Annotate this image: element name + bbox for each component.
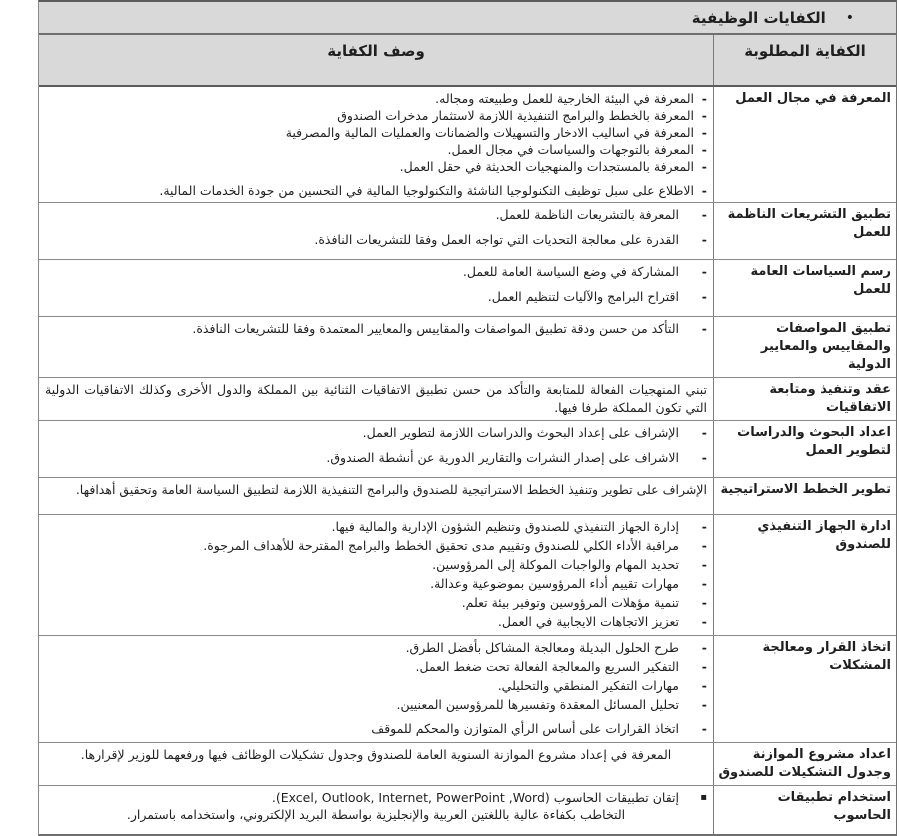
dash-bullet-icon: -	[701, 697, 707, 712]
section-title: الكفايات الوظيفية	[691, 8, 826, 27]
required-competency-label: اتخاذ القرار ومعالجة المشكلات	[713, 636, 896, 742]
description-item-text: المعرفة بالمستجدات والمنهجيات الحديثة في حقل العمل.	[399, 159, 694, 174]
description-item-text: الإشراف على إعداد البحوث والدراسات اللازمة لتطوير العمل.	[362, 425, 679, 440]
dash-bullet-icon: -	[701, 108, 707, 123]
dash-bullet-icon: -	[701, 207, 707, 222]
description-list-item	[45, 613, 707, 630]
description-item-text: طرح الحلول البديلة ومعالجة المشاكل بأفضل الطرق.	[405, 640, 679, 655]
required-competency-label: المعرفة في مجال العمل	[713, 87, 896, 202]
required-competency-label: اعداد مشروع الموازنة وجدول التشكيلات للصندوق	[713, 743, 896, 785]
dash-bullet-icon: -	[701, 678, 707, 693]
dash-bullet-icon: -	[701, 289, 707, 304]
required-competency-label: تطبيق التشريعات الناظمة للعمل	[713, 203, 896, 259]
description-list-item	[45, 449, 707, 466]
description-list-item	[45, 141, 707, 158]
description-item-text: الاشراف على إصدار النشرات والتقارير الدورية عن أنشطة الصندوق.	[326, 450, 679, 465]
competency-description-cell	[39, 378, 713, 420]
description-item-text: مهارات التفكير المنطقي والتحليلي.	[497, 678, 679, 693]
description-list-item	[45, 658, 707, 675]
dash-bullet-icon: -	[701, 595, 707, 610]
dash-bullet-icon: -	[701, 425, 707, 440]
table-body	[39, 87, 896, 836]
description-item-text: التفكير السريع والمعالجة الفعالة تحت ضغط العمل.	[415, 659, 679, 674]
description-list-item	[45, 158, 707, 175]
description-list-item	[45, 639, 707, 656]
description-extra-line: التخاطب بكفاءة عالية باللغتين العربية والإنجليزية بواسطة البريد الإلكتروني، واستخدامه باستمرار.	[126, 807, 626, 822]
description-list-item	[45, 424, 707, 441]
table-row	[39, 478, 896, 515]
table-row	[39, 421, 896, 478]
bullet-icon: •	[845, 9, 854, 26]
required-competency-label: عقد وتنفيذ ومتابعة الاتفاقيات	[713, 378, 896, 420]
dash-bullet-icon: -	[701, 321, 707, 336]
description-item-text: تحديد المهام والواجبات الموكلة إلى المرؤوسين.	[432, 557, 679, 572]
dash-bullet-icon: -	[701, 538, 707, 553]
description-item-text: المعرفة في اساليب الادخار والتسهيلات والضمانات والعمليات المالية والمصرفية	[285, 125, 694, 140]
description-list-item	[45, 288, 707, 305]
competency-description-cell	[39, 317, 713, 377]
competency-description-cell	[39, 260, 713, 316]
description-list-item	[45, 124, 707, 141]
dash-bullet-icon: -	[701, 450, 707, 465]
table-row	[39, 203, 896, 260]
dash-bullet-icon: -	[701, 721, 707, 736]
description-list-item	[45, 182, 707, 199]
dash-bullet-icon: -	[701, 125, 707, 140]
required-competency-label: رسم السياسات العامة للعمل	[713, 260, 896, 316]
competency-description-cell	[39, 87, 713, 202]
description-list-item	[45, 518, 707, 535]
table-row	[39, 786, 896, 836]
description-list-item	[45, 107, 707, 124]
dash-bullet-icon: -	[701, 142, 707, 157]
column-header-competency-description: وصف الكفاية	[327, 42, 425, 60]
description-item-text: مراقبة الأداء الكلي للصندوق وتقييم مدى تحقيق الخطط والبرامج المقترحة للأهداف المرجوة.	[203, 538, 679, 553]
section-title-row	[39, 2, 896, 35]
description-list-item	[45, 677, 707, 694]
description-list-item	[45, 263, 707, 280]
description-list-item	[45, 556, 707, 573]
description-item-text: المعرفة بالتشريعات الناظمة للعمل.	[495, 207, 679, 222]
description-list-item	[45, 594, 707, 611]
dash-bullet-icon: -	[701, 519, 707, 534]
dash-bullet-icon: -	[701, 659, 707, 674]
description-item-text: مهارات تقييم أداء المرؤوسين بموضوعية وعدالة.	[430, 576, 679, 591]
description-paragraph: الإشراف على تطوير وتنفيذ الخطط الاستراتيجية للصندوق والبرامج التنفيذية اللازمة لتطبيق السياسة العامة وتحقيق أهدافها.	[75, 482, 707, 497]
description-list-item	[45, 537, 707, 554]
dash-bullet-icon: -	[701, 159, 707, 174]
dash-bullet-icon: -	[701, 264, 707, 279]
table-row	[39, 317, 896, 378]
required-competency-label: اعداد البحوث والدراسات لتطوير العمل	[713, 421, 896, 477]
description-item-text: اقتراح البرامج والآليات لتنظيم العمل.	[487, 289, 679, 304]
description-list-item	[45, 231, 707, 248]
competency-description-cell	[39, 515, 713, 635]
description-item-text: تعزيز الاتجاهات الايجابية في العمل.	[497, 614, 679, 629]
required-competency-label: ادارة الجهاز التنفيذي للصندوق	[713, 515, 896, 635]
competency-description-cell	[39, 786, 713, 834]
competency-description-cell	[39, 203, 713, 259]
dash-bullet-icon: -	[701, 614, 707, 629]
description-item-text: المشاركة في وضع السياسة العامة للعمل.	[462, 264, 679, 279]
table-header-row	[39, 35, 896, 87]
description-item-text: المعرفة بالخطط والبرامج التنفيذية اللازمة لاستثمار مدخرات الصندوق	[337, 108, 694, 123]
dash-bullet-icon: -	[701, 576, 707, 591]
description-item-text: اتخاذ القرارات على أساس الرأي المتوازن والمحكم للموقف	[371, 721, 679, 736]
table-row	[39, 515, 896, 636]
description-item-text: الاطلاع على سبل توظيف التكنولوجيا الناشئة والتكنولوجيا المالية في التحسين من جودة الخدمات المالية.	[159, 183, 694, 198]
dash-bullet-icon: -	[701, 91, 707, 106]
description-list-item	[45, 789, 707, 806]
dash-bullet-icon: -	[701, 183, 707, 198]
competency-description-cell	[39, 421, 713, 477]
square-bullet-icon: ▪	[700, 792, 707, 803]
competency-description-cell	[39, 636, 713, 742]
dash-bullet-icon: -	[701, 557, 707, 572]
functional-competencies-table	[38, 0, 897, 836]
description-list-item	[45, 720, 707, 737]
description-item-text: تحليل المسائل المعقدة وتفسيرها للمرؤوسين المعنيين.	[396, 697, 679, 712]
description-list-item	[45, 696, 707, 713]
description-list-item	[45, 90, 707, 107]
required-competency-label: تطبيق المواصفات والمقاييس والمعايير الدولية	[713, 317, 896, 377]
competency-description-cell	[39, 743, 713, 785]
dash-bullet-icon: -	[701, 640, 707, 655]
table-row	[39, 260, 896, 317]
table-row	[39, 743, 896, 786]
description-list-item	[45, 575, 707, 592]
dash-bullet-icon: -	[701, 232, 707, 247]
description-paragraph: تبني المنهجيات الفعالة للمتابعة والتأكد من حسن تطبيق الاتفاقيات الثنائية بين المملكة والدول الأخرى وكذلك الاتفاقيات الدولية التي تكون المملكة طرفا فيها.	[45, 382, 707, 415]
column-header-required-competency: الكفاية المطلوبة	[713, 35, 896, 85]
description-item-text: إدارة الجهاز التنفيذي للصندوق وتنظيم الشؤون الإدارية والمالية فيها.	[331, 519, 679, 534]
description-list-item	[45, 206, 707, 223]
table-row	[39, 87, 896, 203]
competency-description-cell	[39, 478, 713, 514]
description-item-text: المعرفة بالتوجهات والسياسات في مجال العمل.	[447, 142, 694, 157]
required-competency-label: استخدام تطبيقات الحاسوب	[713, 786, 896, 834]
description-paragraph: المعرفة في إعداد مشروع الموازنة السنوية العامة للصندوق وجدول تشكيلات الوظائف فيها ورفعهما للوزير لإقرارها.	[80, 747, 672, 762]
table-row	[39, 378, 896, 421]
description-item-text: التأكد من حسن ودقة تطبيق المواصفات والمقاييس والمعايير المعتمدة وفقا للتشريعات النافذة.	[192, 321, 679, 336]
required-competency-label: تطوير الخطط الاستراتيجية	[713, 478, 896, 514]
table-row	[39, 636, 896, 743]
description-item-text: تنمية مؤهلات المرؤوسين وتوفير بيئة تعلم.	[461, 595, 679, 610]
description-list-item	[45, 320, 707, 337]
description-item-text: المعرفة في البيئة الخارجية للعمل وطبيعته ومجاله.	[435, 91, 694, 106]
description-item-text: القدرة على معالجة التحديات التي تواجه العمل وفقا للتشريعات النافذة.	[314, 232, 679, 247]
description-item-text: إتقان تطبيقات الحاسوب (Excel, Outlook, Internet, PowerPoint ,Word).	[271, 790, 679, 805]
